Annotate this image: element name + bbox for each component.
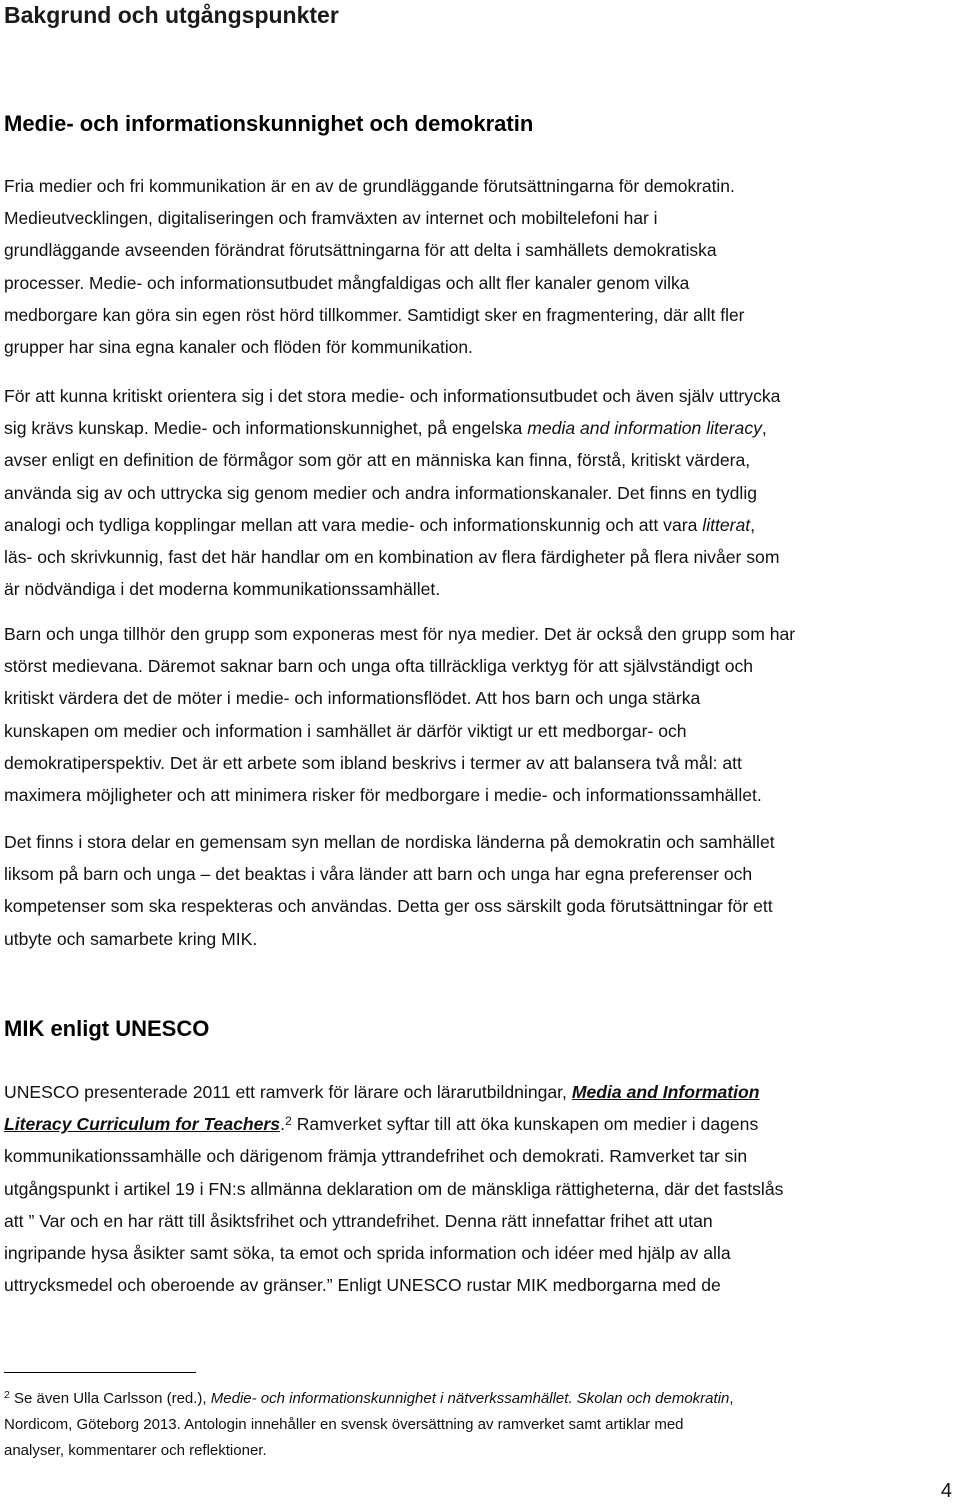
text-line: Det finns i stora delar en gemensam syn mellan de nordiska länderna på demokratin och samhället xyxy=(4,832,775,852)
text-line: utgångspunkt i artikel 19 i FN:s allmänna deklaration om de mänskliga rättigheterna, där det fastslås xyxy=(4,1178,784,1199)
curriculum-title-reference: Literacy Curriculum for Teachers xyxy=(4,1114,281,1135)
text-line: För att kunna kritiskt orientera sig i det stora medie- och informationsutbudet och även själv uttrycka xyxy=(4,386,781,406)
paragraph-2 xyxy=(4,380,956,605)
text-segment: Se även Ulla Carlsson (red.), xyxy=(9,1390,211,1407)
text-line: medborgare kan göra sin egen röst hörd tillkommer. Samtidigt sker en fragmentering, där allt fler xyxy=(4,304,745,325)
text-line: grupper har sina egna kanaler och flöden för kommunikation. xyxy=(4,337,473,358)
text-segment: . xyxy=(280,1114,285,1135)
paragraph-4 xyxy=(4,826,956,955)
footnote-number: 2 xyxy=(4,1389,10,1402)
paragraph-5 xyxy=(4,1076,956,1301)
text-line xyxy=(4,412,956,444)
text-segment: , xyxy=(761,418,767,439)
text-line xyxy=(4,1108,956,1140)
text-line: processer. Medie- och informationsutbudet mångfaldigas och allt fler kanaler genom vilka xyxy=(4,272,690,293)
footnote-line: Nordicom, Göteborg 2013. Antologin innehåller en svensk översättning av ramverket samt artiklar med xyxy=(4,1416,684,1433)
paragraph-1 xyxy=(4,170,956,363)
italic-term: litterat xyxy=(702,514,751,535)
italic-term: media and information literacy xyxy=(527,418,762,439)
text-line: är nödvändiga i det moderna kommunikationssamhället. xyxy=(4,579,441,600)
footnote-marker[interactable]: 2 xyxy=(284,1113,292,1128)
text-segment: UNESCO presenterade 2011 ett ramverk för lärare och lärarutbildningar, xyxy=(4,1082,572,1102)
text-line: Fria medier och fri kommunikation är en av de grundläggande förutsättningarna för demokratin. xyxy=(4,176,735,196)
text-line: utbyte och samarbete kring MIK. xyxy=(4,928,258,949)
text-line: Medieutvecklingen, digitaliseringen och framväxten av internet och mobiltelefoni har i xyxy=(4,208,658,229)
page-heading: Bakgrund och utgångspunkter xyxy=(4,2,339,28)
text-segment: analogi och tydliga kopplingar mellan att vara medie- och informationskunnig och att vara xyxy=(4,514,703,535)
text-line: använda sig av och uttrycka sig genom medier och andra informationskanaler. Det finns en tydlig xyxy=(4,482,758,503)
text-line: läs- och skrivkunnig, fast det här handlar om en kombination av flera färdigheter på flera nivåer som xyxy=(4,547,780,568)
paragraph-3 xyxy=(4,618,956,811)
text-line: att ” Var och en har rätt till åsiktsfrihet och yttrandefrihet. Denna rätt innefattar frihet att utan xyxy=(4,1210,713,1231)
italic-title: Medie- och informationskunnighet i nätverkssamhället. Skolan och demokratin xyxy=(210,1390,730,1407)
text-segment: Ramverket syftar till att öka kunskapen om medier i dagens xyxy=(291,1114,759,1135)
page-number: 4 xyxy=(940,1480,952,1502)
text-segment: , xyxy=(729,1390,734,1407)
text-line: Barn och unga tillhör den grupp som exponeras mest för nya medier. Det är också den grupp som har xyxy=(4,624,796,644)
footnote-divider xyxy=(4,1372,196,1373)
footnote xyxy=(4,1386,956,1464)
text-line: avser enligt en definition de förmågor som gör att en människa kan finna, förstå, kritiskt värdera, xyxy=(4,450,751,471)
curriculum-title-reference: Media and Information xyxy=(571,1082,760,1102)
text-line: maximera möjligheter och att minimera risker för medborgare i medie- och informationssamhället. xyxy=(4,785,762,806)
text-line xyxy=(4,1076,956,1108)
text-line: demokratiperspektiv. Det är ett arbete som ibland beskrivs i termer av att balansera två mål: att xyxy=(4,752,742,773)
text-segment: sig krävs kunskap. Medie- och informationskunnighet, på engelska xyxy=(4,418,528,439)
text-line: störst medievana. Däremot saknar barn och unga ofta tillräckliga verktyg för att självständigt och xyxy=(4,656,754,677)
section-heading-unesco: MIK enligt UNESCO xyxy=(4,1016,210,1041)
text-segment: , xyxy=(750,514,756,535)
section-heading-demokratin: Medie- och informationskunnighet och demokratin xyxy=(4,111,534,136)
text-line: kunskapen om medier och information i samhället är därför viktigt ur ett medborgar- och xyxy=(4,720,687,741)
text-line: kompetenser som ska respekteras och användas. Detta ger oss särskilt goda förutsättningar för ett xyxy=(4,896,773,917)
text-line: uttrycksmedel och oberoende av gränser.” Enligt UNESCO rustar MIK medborgarna med de xyxy=(4,1275,721,1296)
footnote-line xyxy=(4,1386,956,1412)
text-line: grundläggande avseenden förändrat förutsättningarna för att delta i samhällets demokratiska xyxy=(4,240,717,261)
footnote-line: analyser, kommentarer och reflektioner. xyxy=(4,1442,267,1459)
text-line: kritiskt värdera det de möter i medie- och informationsflödet. Att hos barn och unga stärka xyxy=(4,688,701,709)
text-line xyxy=(4,509,956,541)
text-line: ingripande hysa åsikter samt söka, ta emot och sprida information och idéer med hjälp av alla xyxy=(4,1243,731,1264)
text-line: kommunikationssamhälle och därigenom främja yttrandefrihet och demokrati. Ramverket tar sin xyxy=(4,1146,748,1167)
text-line: liksom på barn och unga – det beaktas i våra länder att barn och unga har egna preferenser och xyxy=(4,864,753,885)
